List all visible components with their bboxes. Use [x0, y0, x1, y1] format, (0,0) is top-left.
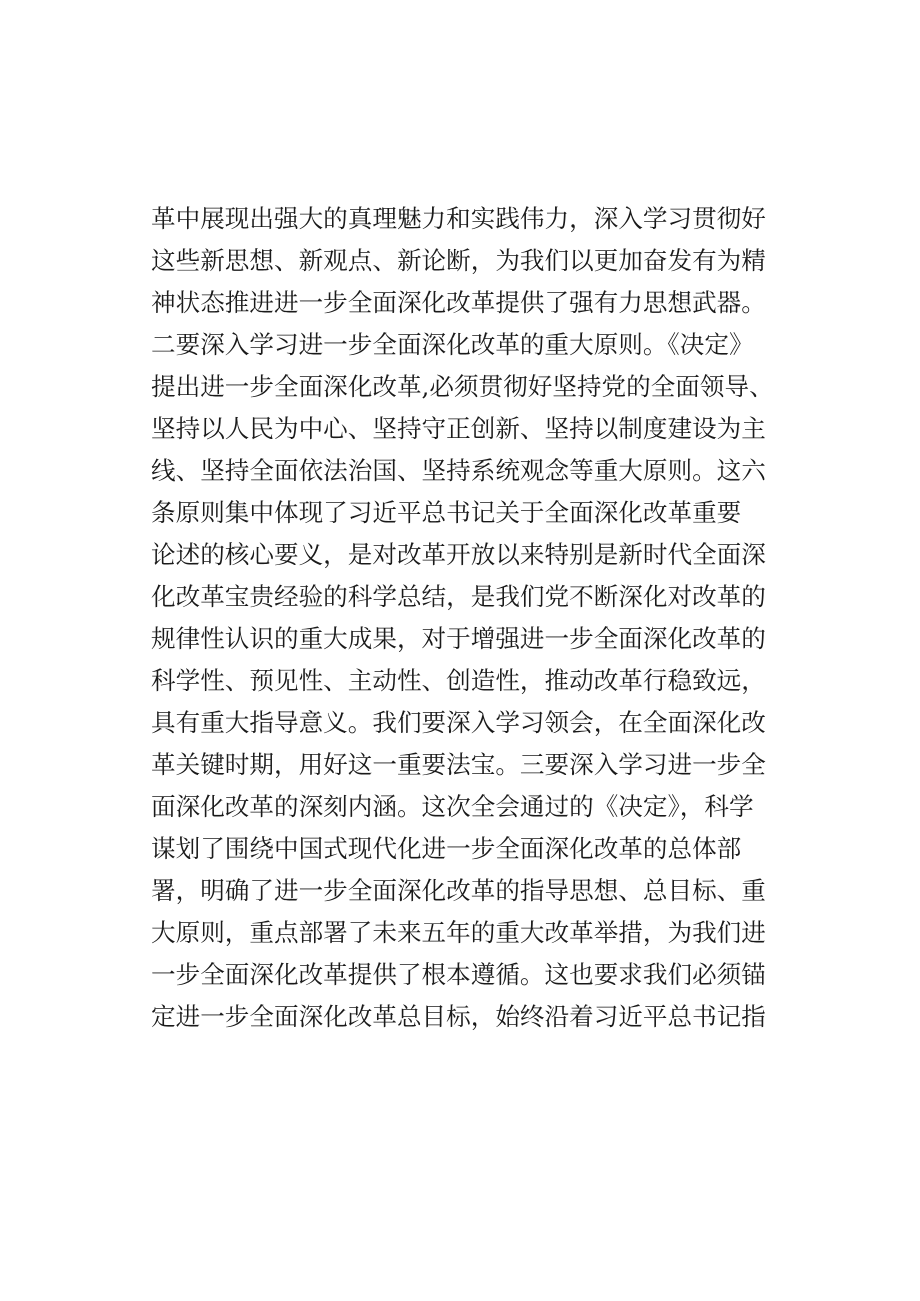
text-line: 条原则集中体现了习近平总书记关于全面深化改革重要 — [151, 498, 742, 527]
text-line: 这些新思想、新观点、新论断，为我们以更加奋发有为精 — [151, 246, 766, 275]
text-line: 革关键时期，用好这一重要法宝。三要深入学习进一步全 — [151, 750, 766, 779]
text-line: 一步全面深化改革提供了根本遵循。这也要求我们必须锚 — [151, 960, 766, 989]
text-line: 大原则，重点部署了未来五年的重大改革举措，为我们进 — [151, 918, 766, 947]
text-line: 神状态推进进一步全面深化改革提供了强有力思想武器。 — [151, 288, 766, 317]
text-line: 谋划了围绕中国式现代化进一步全面深化改革的总体部 — [151, 834, 742, 863]
text-line: 署，明确了进一步全面深化改革的指导思想、总目标、重 — [151, 876, 766, 905]
text-line: 定进一步全面深化改革总目标，始终沿着习近平总书记指 — [151, 1002, 766, 1031]
body-text — [151, 198, 791, 1038]
text-line: 化改革宝贵经验的科学总结，是我们党不断深化对改革的 — [151, 582, 766, 611]
text-line: 提出进一步全面深化改革,必须贯彻好坚持党的全面领导、 — [151, 372, 774, 401]
text-line: 科学性、预见性、主动性、创造性，推动改革行稳致远， — [151, 666, 766, 695]
text-line: 二要深入学习进一步全面深化改革的重大原则。《决定》 — [151, 330, 754, 359]
text-line: 面深化改革的深刻内涵。这次全会通过的《决定》，科学 — [151, 792, 754, 821]
text-line: 规律性认识的重大成果，对于增强进一步全面深化改革的 — [151, 624, 766, 653]
text-line: 线、坚持全面依法治国、坚持系统观念等重大原则。这六 — [151, 456, 766, 485]
text-line: 论述的核心要义，是对改革开放以来特别是新时代全面深 — [151, 540, 766, 569]
text-line: 革中展现出强大的真理魅力和实践伟力，深入学习贯彻好 — [151, 204, 766, 233]
text-line: 坚持以人民为中心、坚持守正创新、坚持以制度建设为主 — [151, 414, 766, 443]
text-line: 具有重大指导意义。我们要深入学习领会，在全面深化改 — [151, 708, 766, 737]
